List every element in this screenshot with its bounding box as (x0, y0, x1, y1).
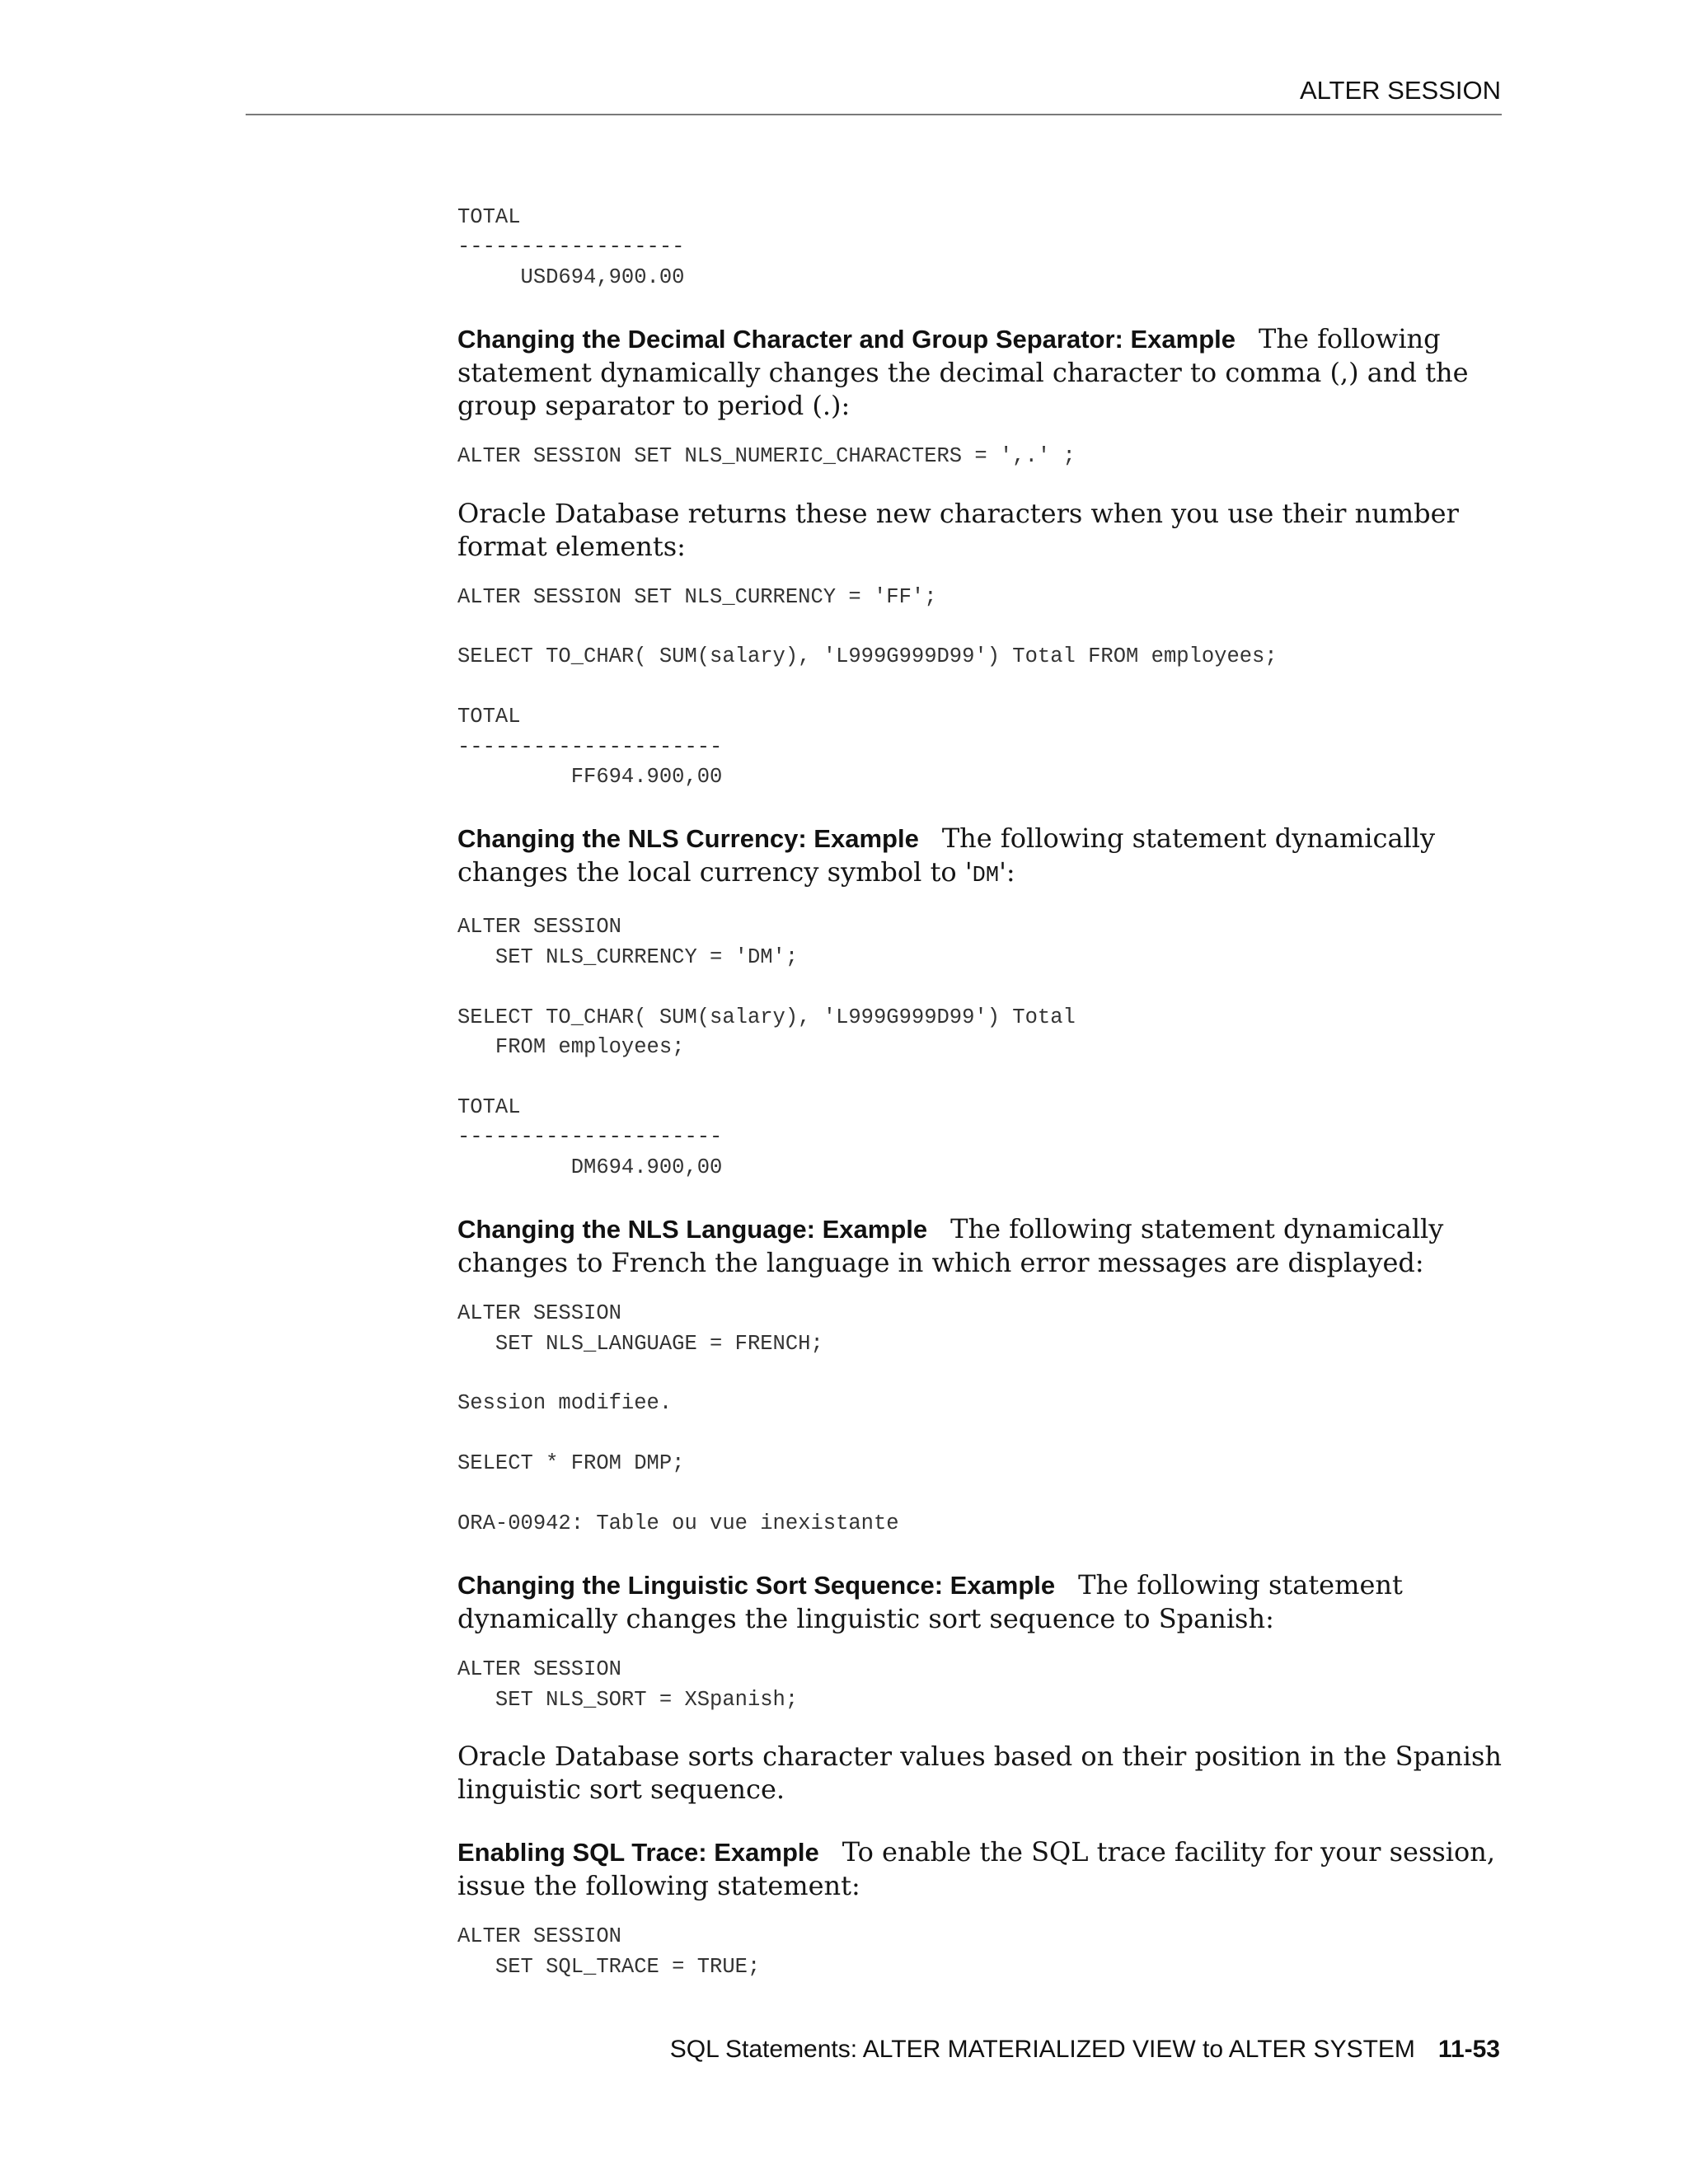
example-heading: Changing the NLS Language: Example (457, 1215, 928, 1244)
example-nls-language (457, 1212, 1504, 1279)
code-currency-ff: ALTER SESSION SET NLS_CURRENCY = 'FF'; SELECT TO_CHAR( SUM(salary), 'L999G999D99') Total FROM employees; TOTAL --------------------- FF694.900,00 (457, 584, 1278, 790)
footer-title: SQL Statements: ALTER MATERIALIZED VIEW to ALTER SYSTEM (669, 2036, 1415, 2063)
page-content (457, 203, 1504, 1982)
example-nls-currency (457, 822, 1504, 893)
header-divider (246, 114, 1502, 115)
example-heading: Changing the Linguistic Sort Sequence: Example (457, 1571, 1056, 1601)
paragraph-spanish-sort: Oracle Database sorts character values based on their position in the Spanish linguistic sort sequence. (457, 1741, 1503, 1806)
example-heading: Changing the NLS Currency: Example (457, 824, 919, 854)
code-nls-numeric-characters: ALTER SESSION SET NLS_NUMERIC_CHARACTERS = ',.' ; (457, 444, 1076, 469)
example-heading: Changing the Decimal Character and Group Separator: Example (457, 325, 1236, 354)
example-decimal-separator (457, 322, 1504, 422)
example-text: To enable the SQL trace facility for your session, issue the following statement: (457, 1836, 1496, 1902)
code-nls-language: ALTER SESSION SET NLS_LANGUAGE = FRENCH; Session modifiee. SELECT * FROM DMP; ORA-00942: Table ou vue inexistante (457, 1301, 899, 1535)
paragraph-number-format: Oracle Database returns these new characters when you use their number format elements: (457, 497, 1459, 562)
example-text: The following statement dynamically changes to French the language in which error messages are displayed: (457, 1213, 1444, 1279)
code-sql-trace: ALTER SESSION SET SQL_TRACE = TRUE; (457, 1924, 761, 1979)
example-linguistic-sort (457, 1568, 1504, 1635)
page-footer (670, 2036, 1500, 2064)
running-header: ALTER SESSION (1299, 76, 1501, 105)
inline-code: DM (972, 864, 1000, 889)
example-heading: Enabling SQL Trace: Example (457, 1838, 819, 1868)
example-text: The following statement dynamically changes the decimal character to comma (,) and the group separator to period (.): (457, 323, 1469, 422)
page-number: 11-53 (1437, 2036, 1500, 2063)
example-text-end: ': (999, 856, 1015, 888)
code-output-usd-total: TOTAL ------------------ USD694,900.00 (457, 205, 685, 289)
code-nls-sort: ALTER SESSION SET NLS_SORT = XSpanish; (457, 1657, 799, 1712)
example-text: The following statement dynamically changes the local currency symbol to ' (457, 823, 1436, 888)
example-sql-trace (457, 1835, 1504, 1902)
code-currency-dm: ALTER SESSION SET NLS_CURRENCY = 'DM'; SELECT TO_CHAR( SUM(salary), 'L999G999D99') Total FROM employees; TOTAL --------------------- DM694.900,00 (457, 915, 1076, 1179)
example-text: The following statement dynamically changes the linguistic sort sequence to Spanish: (457, 1569, 1403, 1635)
